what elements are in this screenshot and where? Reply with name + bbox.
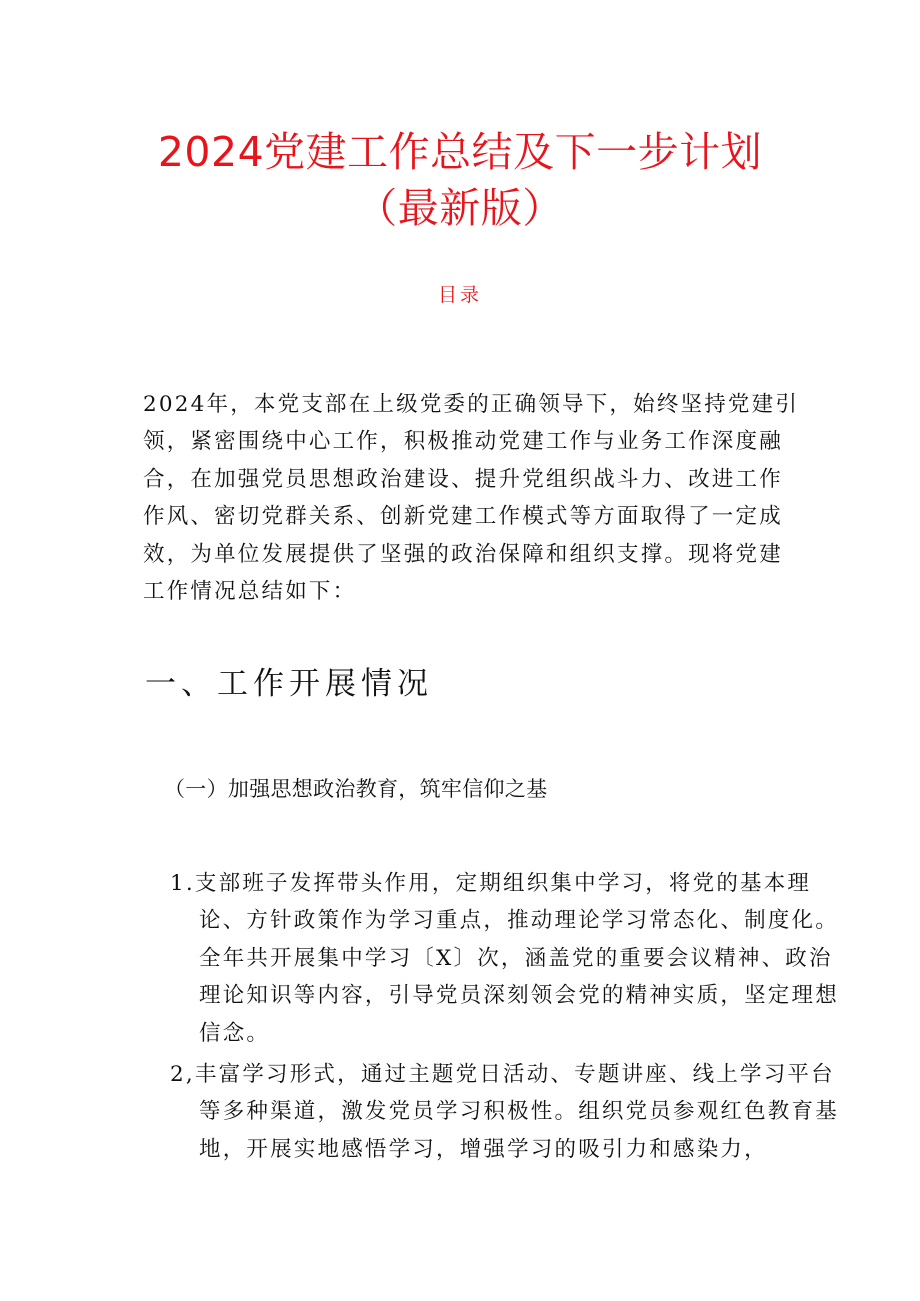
list-item: 2,丰富学习形式，通过主题党日活动、专题讲座、线上学习平台等多种渠道，激发党员学习积极性。组织党员参观红色教育基地，开展实地感悟学习，增强学习的吸引力和感染力， — [170, 1062, 839, 1162]
section-heading-work-progress: 一、工作开展情况 — [145, 666, 433, 702]
document-title-edition: （最新版） — [356, 184, 564, 232]
list-item: 1.支部班子发挥带头作用，定期组织集中学习，将党的基本理论、方针政策作为学习重点，推动理论学习常态化、制度化。全年共开展集中学习〔X〕次，涵盖党的重要会议精神、政治理论知识等内容，引导党员深刻领会党的精神实质，坚定理想信念。 — [170, 871, 839, 1046]
document-title: 2024党建工作总结及下一步计划 — [157, 128, 763, 176]
intro-paragraph: 2024年，本党支部在上级党委的正确领导下，始终坚持党建引领，紧密围绕中心工作，积极推动党建工作与业务工作深度融合，在加强党员思想政治建设、提升党组织战斗力、改进工作作风、密切党群关系、创新党建工作模式等方面取得了一定成效，为单位发展提供了坚强的政治保障和组织支撑。现将党建工作情况总结如下： — [143, 392, 800, 605]
table-of-contents-label: 目录 — [437, 284, 482, 306]
subsection-heading-ideological-education: （一）加强思想政治教育，筑牢信仰之基 — [164, 777, 548, 801]
